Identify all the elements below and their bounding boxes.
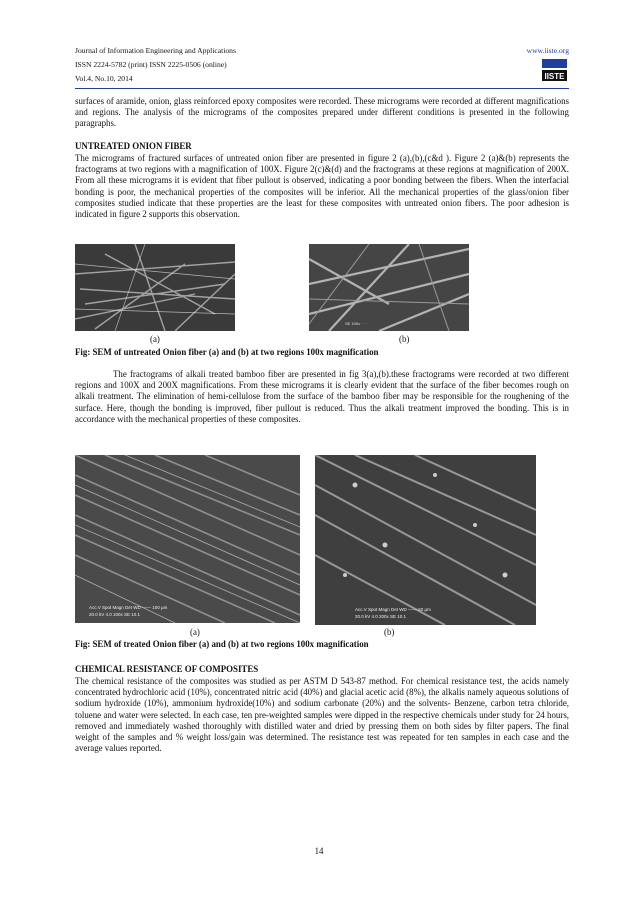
- fig1-label-a: (a): [150, 334, 160, 344]
- volume-line: Vol.4, No.10, 2014: [75, 74, 133, 83]
- svg-text:SE 100x · · ·: SE 100x · · ·: [345, 321, 368, 326]
- section-heading-untreated: UNTREATED ONION FIBER: [75, 141, 192, 151]
- chemical-resistance-paragraph: The chemical resistance of the composites was studied as per ASTM D 543-87 method. For chemical resistance test, the acids namely concentrated hydrochloric acid (10%), concentrated nitric acid (40%) and glacial acetic acid (8%), the alkalis namely aqueous solutions of sodium hydroxide (10%), ammonium hydroxide(10%) and sodium carbonate (20%) and the solvents- Benzene, carbon tetra chloride, toluene and water were selected. In each case, ten pre-weighted samples were dipped in the respective chemicals under study for 24 hours, removed and immediately washed thoroughly with distilled water and dried by pressing them on both sides by filter papers. The final weight of the samples and % weight loss/gain was determined. The resistance test was repeated for ten samples in each case and the average values reported.: [75, 676, 569, 754]
- sem-image-treated-a: [75, 455, 300, 623]
- header-rule: [75, 88, 569, 89]
- svg-text:IISTE: IISTE: [544, 72, 565, 81]
- iiste-logo: [541, 57, 568, 83]
- website-link[interactable]: www.iiste.org: [526, 46, 569, 55]
- fig2-label-b: (b): [384, 627, 395, 637]
- svg-text:Acc.V Spot Magn Det WD —— 5: Acc.V Spot Magn Det WD —— 50 μm: [355, 607, 431, 612]
- page-number: 14: [314, 846, 324, 856]
- svg-text:Acc.V Spot Magn Det WD —— 1: Acc.V Spot Magn Det WD —— 100 μm: [89, 605, 168, 610]
- figure1-caption: Fig: SEM of untreated Onion fiber (a) and (b) at two regions 100x magnification: [75, 347, 379, 357]
- untreated-paragraph: The micrograms of fractured surfaces of untreated onion fiber are presented in figure 2 (a),(b),(c&d ). Figure 2 (a)&(b) represents the fractograms at two regions with a magnification of 100X. Figure 2(c)&(d) and the fractograms at these regions at magnification of 200X. From all these micrograms it is evident that fiber pullout is observed, indicating a poor bonding between the fibers. When the interfacial bonding is poor, the mechanical properties of the composites will be inferior. All the mechanical properties of the glass/onion fiber composites studied indicate that these properties are the least for these composites with untreated onion fibers. The poor adhesion is indicated in figure 2 supports this observation.: [75, 153, 569, 220]
- section-heading-chemical: CHEMICAL RESISTANCE OF COMPOSITES: [75, 664, 259, 674]
- fig1-label-b: (b): [399, 334, 410, 344]
- journal-name: Journal of Information Engineering and Applications: [75, 46, 236, 55]
- svg-text:20.0 kV 4.0 200x SE 10.1: 20.0 kV 4.0 200x SE 10.1: [355, 614, 407, 619]
- intro-paragraph: surfaces of aramide, onion, glass reinforced epoxy composites were recorded. These micrograms were recorded at different magnifications and regions. The analysis of the micrograms of the composites prepared under different conditions is presented in the following paragraphs.: [75, 96, 569, 129]
- figure2-caption: Fig: SEM of treated Onion fiber (a) and (b) at two regions 100x magnification: [75, 639, 369, 649]
- fig2-label-a: (a): [190, 627, 200, 637]
- treated-paragraph: The fractograms of alkali treated bamboo fiber are presented in fig 3(a),(b).these fractograms were recorded at two different regions and 100X and 200X magnifications. From these micrograms it is clearly evident that the surface of the fiber becomes rough on alkali treatment. The elimination of hemi-cellulose from the surface of the bamboo fiber may be responsible for the roughening of the surface. Here, though the bonding is improved, fiber pullout is reduced. Thus the alkali treatment improved the bonding. This is in accordance with the mechanical properties of these composites.: [75, 369, 569, 424]
- svg-text:20.0 kV 4.0 100x SE 10.1: 20.0 kV 4.0 100x SE 10.1: [89, 612, 141, 617]
- sem-image-untreated-b: [309, 244, 469, 331]
- sem-image-treated-b: [315, 455, 536, 625]
- issn-line: ISSN 2224-5782 (print) ISSN 2225-0506 (online): [75, 60, 227, 69]
- sem-image-untreated-a: [75, 244, 235, 331]
